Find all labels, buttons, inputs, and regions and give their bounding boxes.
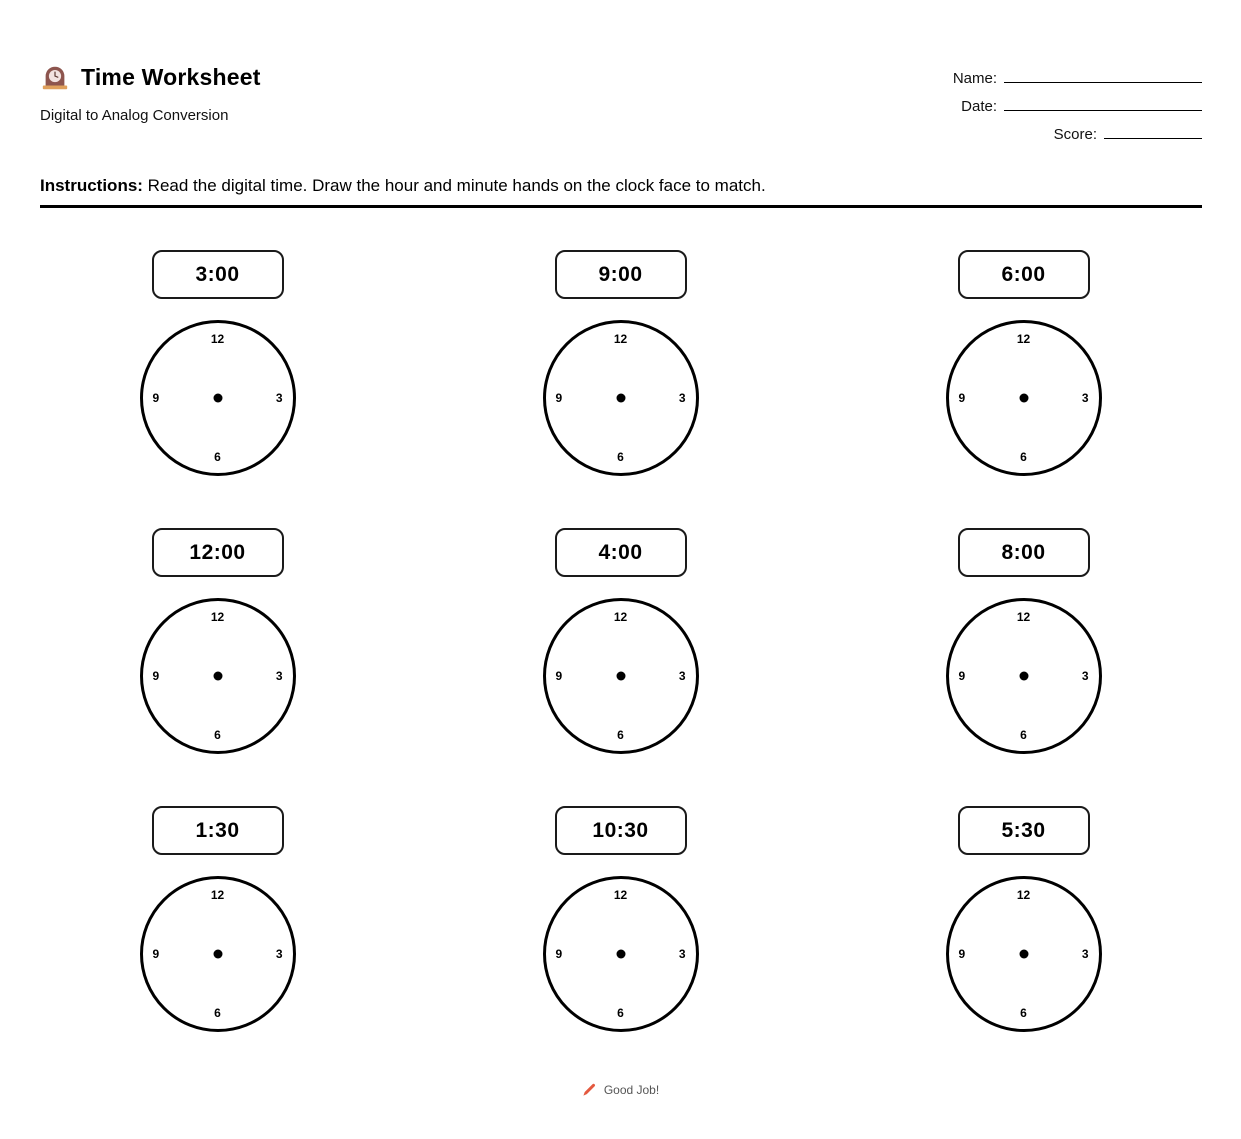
clock-number-9: 9	[152, 391, 160, 405]
clock-center-dot	[213, 672, 222, 681]
clock-face[interactable]	[946, 876, 1102, 1032]
student-info-fields	[882, 70, 1202, 154]
clock-number-9: 9	[152, 669, 160, 683]
name-field-row	[882, 70, 1202, 98]
digital-time-display	[555, 528, 687, 577]
digital-time-display	[958, 806, 1090, 855]
digital-time-display	[152, 250, 284, 299]
page-subtitle: Digital to Analog Conversion	[40, 107, 229, 124]
clock-number-12: 12	[210, 888, 225, 902]
exercise-cell-1	[140, 250, 296, 476]
clock-number-12: 12	[210, 610, 225, 624]
clock-number-9: 9	[555, 947, 563, 961]
clock-number-3: 3	[678, 947, 686, 961]
date-field-row	[882, 98, 1202, 126]
clock-center-dot	[1019, 672, 1028, 681]
clock-number-12: 12	[1016, 610, 1031, 624]
footer-text: Good Job!	[603, 1082, 660, 1097]
name-blank-line[interactable]	[1004, 82, 1202, 83]
clock-number-3: 3	[275, 947, 283, 961]
score-label: Score:	[1053, 126, 1097, 143]
clock-center-dot	[616, 950, 625, 959]
clock-center-dot	[1019, 950, 1028, 959]
mantel-clock-icon	[40, 62, 70, 92]
clock-number-6: 6	[1020, 450, 1027, 464]
clock-face[interactable]	[543, 598, 699, 754]
clock-center-dot	[1019, 394, 1028, 403]
clock-number-6: 6	[617, 728, 624, 742]
clock-number-12: 12	[613, 888, 628, 902]
exercise-cell-2	[543, 250, 699, 476]
digital-time-display	[555, 250, 687, 299]
digital-time-display	[555, 806, 687, 855]
clock-number-9: 9	[958, 391, 966, 405]
clock-number-3: 3	[678, 669, 686, 683]
clock-number-6: 6	[214, 728, 221, 742]
clock-number-3: 3	[1081, 669, 1089, 683]
clock-number-12: 12	[613, 610, 628, 624]
exercise-cell-9	[946, 806, 1102, 1032]
exercise-cell-4	[140, 528, 296, 754]
digital-time-text: 10:30	[592, 818, 649, 842]
score-field-row	[882, 126, 1202, 154]
digital-time-text: 8:00	[1001, 540, 1046, 564]
clock-number-6: 6	[214, 1006, 221, 1020]
clock-center-dot	[213, 950, 222, 959]
clock-number-6: 6	[1020, 728, 1027, 742]
clock-number-9: 9	[152, 947, 160, 961]
pencil-icon	[582, 1082, 597, 1097]
digital-time-text: 4:00	[598, 540, 643, 564]
clock-face[interactable]	[543, 876, 699, 1032]
digital-time-text: 5:30	[1001, 818, 1046, 842]
clock-number-3: 3	[275, 391, 283, 405]
digital-time-text: 12:00	[189, 540, 246, 564]
date-label: Date:	[961, 98, 997, 115]
clock-number-9: 9	[555, 669, 563, 683]
clock-number-9: 9	[958, 669, 966, 683]
clock-number-12: 12	[1016, 888, 1031, 902]
clock-number-9: 9	[958, 947, 966, 961]
footer	[0, 1082, 1241, 1097]
clock-face[interactable]	[946, 598, 1102, 754]
clock-number-12: 12	[1016, 332, 1031, 346]
exercise-cell-7	[140, 806, 296, 1032]
instructions	[40, 176, 766, 196]
clock-number-6: 6	[1020, 1006, 1027, 1020]
digital-time-text: 9:00	[598, 262, 643, 286]
clock-face[interactable]	[140, 598, 296, 754]
instructions-text: Read the digital time. Draw the hour and minute hands on the clock face to match.	[142, 176, 766, 195]
digital-time-text: 3:00	[195, 262, 240, 286]
clock-number-9: 9	[555, 391, 563, 405]
clock-center-dot	[616, 394, 625, 403]
digital-time-text: 1:30	[195, 818, 240, 842]
clock-number-3: 3	[1081, 947, 1089, 961]
clock-number-6: 6	[617, 450, 624, 464]
date-blank-line[interactable]	[1004, 110, 1202, 111]
exercise-cell-3	[946, 250, 1102, 476]
clock-number-6: 6	[617, 1006, 624, 1020]
exercise-cell-5	[543, 528, 699, 754]
clock-face[interactable]	[140, 876, 296, 1032]
clock-face[interactable]	[946, 320, 1102, 476]
clock-number-3: 3	[275, 669, 283, 683]
page-title: Time Worksheet	[81, 63, 261, 90]
exercise-grid	[16, 250, 1225, 1032]
digital-time-display	[958, 250, 1090, 299]
clock-number-12: 12	[613, 332, 628, 346]
clock-face[interactable]	[543, 320, 699, 476]
exercise-cell-6	[946, 528, 1102, 754]
clock-center-dot	[616, 672, 625, 681]
header	[40, 62, 261, 124]
digital-time-display	[152, 528, 284, 577]
clock-number-12: 12	[210, 332, 225, 346]
instructions-label: Instructions:	[40, 176, 143, 195]
name-label: Name:	[952, 70, 997, 87]
clock-center-dot	[213, 394, 222, 403]
exercise-cell-8	[543, 806, 699, 1032]
clock-number-3: 3	[1081, 391, 1089, 405]
score-blank-line[interactable]	[1104, 138, 1202, 139]
clock-number-6: 6	[214, 450, 221, 464]
divider-rule	[40, 205, 1202, 208]
clock-face[interactable]	[140, 320, 296, 476]
digital-time-display	[958, 528, 1090, 577]
digital-time-display	[152, 806, 284, 855]
clock-number-3: 3	[678, 391, 686, 405]
digital-time-text: 6:00	[1001, 262, 1046, 286]
